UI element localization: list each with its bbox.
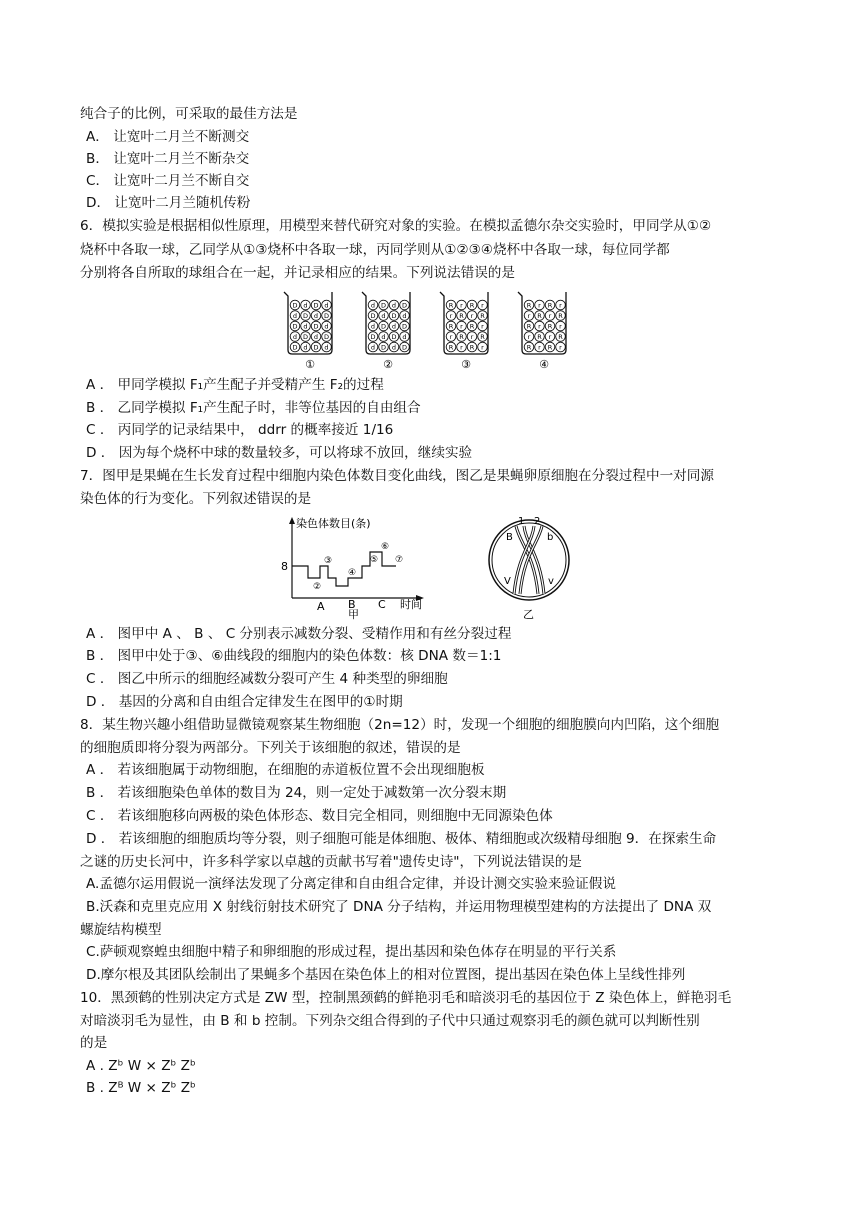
beaker-label: ③ <box>461 358 471 371</box>
mark-6: ⑥ <box>381 542 390 552</box>
beaker-3 <box>440 292 488 371</box>
ball-letter: r <box>470 312 474 321</box>
beaker-label: ① <box>305 358 315 371</box>
ball-letter: d <box>292 333 298 342</box>
ball-letter: D <box>391 312 397 321</box>
beakers-figure <box>280 288 570 372</box>
q10-stem-line2: 对暗淡羽毛为显性，由 B 和 b 控制。下列杂交组合得到的子代中只通过观察羽毛的颜色就可以判断性别 <box>80 1013 700 1029</box>
beaker-label: ④ <box>539 358 549 371</box>
ball-letter: d <box>313 333 319 342</box>
ball-letter: R <box>480 312 485 321</box>
beaker-4 <box>518 292 566 371</box>
ball-letter: D <box>313 343 319 352</box>
q7-option-a: A ． 图甲中 A 、 B 、 C 分别表示减数分裂、受精作用和有丝分裂过程 <box>86 626 512 642</box>
q8-option-c: C ． 若该细胞移向两极的染色体形态、数目完全相同，则细胞中无同源染色体 <box>86 808 553 824</box>
q10-stem-line1: 10．黑颈鹤的性别决定方式是 ZW 型，控制黑颈鹤的鲜艳羽毛和暗淡羽毛的基因位于 Z 染色体上，鲜艳羽毛 <box>80 990 732 1006</box>
ball-letter: d <box>324 343 329 352</box>
ball-letter: D <box>380 322 387 331</box>
ball-letter: d <box>324 301 329 310</box>
ball-letter: D <box>323 312 330 321</box>
ball-letter: R <box>448 301 454 310</box>
ball-letter: r <box>548 333 552 342</box>
q7-option-c: C ． 图乙中所示的细胞经减数分裂可产生 4 种类型的卵细胞 <box>86 671 448 687</box>
ball-letter: d <box>402 333 407 342</box>
ball-letter: D <box>380 343 387 352</box>
q5-option-b: B． 让宽叶二月兰不断杂交 <box>86 151 250 167</box>
ball-letter: D <box>302 333 309 342</box>
q5-option-a: A． 让宽叶二月兰不断测交 <box>86 129 250 145</box>
ball-letter: d <box>370 322 376 331</box>
ball-letter: D <box>313 301 319 310</box>
graph-ylabel: 染色体数目(条) <box>296 517 371 530</box>
ball-letter: R <box>526 322 532 331</box>
homologous-chromosome-cell <box>486 514 572 620</box>
stage-a: A <box>317 600 325 613</box>
ball-letter: r <box>470 333 474 342</box>
q7-option-b: B ． 图甲中处于③、⑥曲线段的细胞内的染色体数：核 DNA 数＝1:1 <box>86 648 502 664</box>
ball-letter: D <box>292 322 298 331</box>
ball-letter: r <box>449 333 453 342</box>
q5-option-d: D． 让宽叶二月兰随机传粉 <box>86 195 251 211</box>
graph-jia-label: 甲 <box>348 608 359 620</box>
ball-letter: d <box>324 322 329 331</box>
ball-letter: D <box>302 312 309 321</box>
cell-label-V: V <box>504 576 511 587</box>
graph-xlabel: 时间 <box>400 598 422 611</box>
beaker-2 <box>362 292 410 371</box>
ball-letter: R <box>547 322 553 331</box>
q7-stem-line1: 7．图甲是果蝇在生长发育过程中细胞内染色体数目变化曲线，图乙是果蝇卵原细胞在分裂过程中一对同源 <box>80 468 714 484</box>
ball-letter: r <box>460 322 463 331</box>
stage-b: B <box>348 598 356 611</box>
ball-letter: r <box>559 343 562 352</box>
q7-stem-line2: 染色体的行为变化。下列叙述错误的是 <box>80 491 312 507</box>
ball-letter: D <box>292 301 298 310</box>
cell-label-1: 1 <box>518 516 525 527</box>
mark-4: ④ <box>348 568 357 578</box>
ball-letter: r <box>481 301 484 310</box>
ball-letter: R <box>459 333 464 342</box>
ball-letter: R <box>537 312 542 321</box>
q6-option-b: B ． 乙同学模拟 F₁产生配子时，非等位基因的自由组合 <box>86 400 421 416</box>
q10-stem-line3: 的是 <box>80 1035 108 1051</box>
q7-option-d: D ． 基因的分离和自由组合定律发生在图甲的①时期 <box>86 694 403 710</box>
ball-letter: R <box>469 343 475 352</box>
q9-option-d: D.摩尔根及其团队绘制出了果蝇多个基因在染色体上的相对位置图，提出基因在染色体上呈线性排列 <box>86 967 686 983</box>
ball-letter: d <box>313 312 319 321</box>
q8-stem-line2: 的细胞质即将分裂为两部分。下列关于该细胞的叙述，错误的是 <box>80 740 461 756</box>
beaker-label: ② <box>383 358 393 371</box>
ball-letter: D <box>380 301 387 310</box>
ball-letter: R <box>547 301 553 310</box>
q8-option-d: D ． 若该细胞的细胞质均等分裂，则子细胞可能是体细胞、极体、精细胞或次级精母细胞 9．在探索生命 <box>86 831 717 847</box>
ball-letter: D <box>292 343 298 352</box>
ball-letter: d <box>303 343 308 352</box>
mark-3: ③ <box>324 556 333 566</box>
q10-option-a: A . Zᵇ W × Zᵇ Zᵇ <box>86 1058 196 1074</box>
q8-option-a: A ． 若该细胞属于动物细胞，在细胞的赤道板位置不会出现细胞板 <box>86 762 485 778</box>
ball-letter: r <box>538 322 541 331</box>
q6-option-c: C ． 丙同学的记录结果中， ddrr 的概率接近 1/16 <box>86 422 394 438</box>
ball-letter: r <box>527 333 531 342</box>
q5-stem-tail: 纯合子的比例，可采取的最佳方法是 <box>80 106 298 122</box>
cell-label-2: 2 <box>534 516 541 527</box>
ball-letter: R <box>459 312 464 321</box>
ball-letter: r <box>548 312 552 321</box>
ball-letter: d <box>303 301 308 310</box>
q10-option-b: B . Zᴮ W × Zᵇ Zᵇ <box>86 1080 196 1096</box>
ball-letter: d <box>391 301 397 310</box>
ball-letter: r <box>527 312 531 321</box>
ball-letter: R <box>526 343 532 352</box>
ball-letter: d <box>303 322 308 331</box>
ball-letter: d <box>402 312 407 321</box>
q9-stem: 之谜的历史长河中，许多科学家以卓越的贡献书写着"遗传史诗"，下列说法错误的是 <box>80 854 582 870</box>
q8-option-b: B ． 若该细胞染色单体的数目为 24，则一定处于减数第一次分裂末期 <box>86 785 507 801</box>
ball-letter: R <box>469 301 475 310</box>
ball-letter: r <box>481 343 484 352</box>
graph-y8-label: 8 <box>281 560 288 573</box>
ball-letter: r <box>559 322 562 331</box>
ball-letter: r <box>460 343 463 352</box>
q9-option-c: C.萨顿观察蝗虫细胞中精子和卵细胞的形成过程，提出基因和染色体存在明显的平行关系 <box>86 944 617 960</box>
ball-letter: D <box>401 343 408 352</box>
ball-letter: d <box>292 312 298 321</box>
ball-letter: R <box>469 322 475 331</box>
beaker-1 <box>284 292 332 371</box>
ball-letter: D <box>323 333 330 342</box>
ball-letter: D <box>401 301 408 310</box>
ball-letter: R <box>480 333 485 342</box>
ball-letter: r <box>460 301 463 310</box>
ball-letter: R <box>558 312 563 321</box>
ball-letter: D <box>401 322 408 331</box>
ball-letter: D <box>370 333 376 342</box>
ball-letter: d <box>381 333 386 342</box>
ball-letter: d <box>370 343 376 352</box>
ball-letter: R <box>448 322 454 331</box>
q6-stem-line2: 烧杯中各取一球，乙同学从①③烧杯中各取一球，丙同学则从①②③④烧杯中各取一球，每位同学都 <box>80 242 670 258</box>
ball-letter: D <box>391 333 397 342</box>
mark-5: ⑤ <box>370 555 379 565</box>
cell-label-b: b <box>547 532 554 543</box>
q6-stem-line1: 6．模拟实验是根据相似性原理，用模型来替代研究对象的实验。在模拟孟德尔杂交实验时，甲同学从①② <box>80 218 712 234</box>
q6-stem-line3: 分别将各自所取的球组合在一起，并记录相应的结果。下列说法错误的是 <box>80 265 515 281</box>
chromosome-count-graph <box>278 514 438 620</box>
ball-letter: R <box>547 343 553 352</box>
ball-letter: R <box>558 333 563 342</box>
mark-2: ② <box>313 582 322 592</box>
q9-option-a: A.孟德尔运用假说一演绎法发现了分离定律和自由组合定律，并设计测交实验来验证假说 <box>86 876 616 892</box>
ball-letter: r <box>449 312 453 321</box>
ball-letter: R <box>526 301 532 310</box>
ball-letter: d <box>391 322 397 331</box>
ball-letter: R <box>537 333 542 342</box>
ball-letter: d <box>370 301 376 310</box>
cell-label-v: v <box>548 576 554 587</box>
ball-letter: r <box>481 322 484 331</box>
ball-letter: R <box>448 343 454 352</box>
stage-c: C <box>378 598 386 611</box>
ball-letter: d <box>381 312 386 321</box>
q6-option-a: A ． 甲同学模拟 F₁产生配子并受精产生 F₂的过程 <box>86 377 384 393</box>
ball-letter: r <box>559 301 562 310</box>
q8-stem-line1: 8．某生物兴趣小组借助显微镜观察某生物细胞（2n=12）时，发现一个细胞的细胞膜向内凹陷，这个细胞 <box>80 717 720 733</box>
ball-letter: D <box>313 322 319 331</box>
q9-option-b-line1: B.沃森和克里克应用 X 射线衍射技术研究了 DNA 分子结构，并运用物理模型建构的方法提出了 DNA 双 <box>86 899 712 915</box>
ball-letter: D <box>370 312 376 321</box>
q9-option-b-line2: 螺旋结构模型 <box>80 922 162 938</box>
cell-yi-label: 乙 <box>523 608 534 620</box>
ball-letter: d <box>391 343 397 352</box>
ball-letter: r <box>538 343 541 352</box>
ball-letter: r <box>538 301 541 310</box>
cell-label-B: B <box>506 532 513 543</box>
q6-option-d: D ． 因为每个烧杯中球的数量较多，可以将球不放回，继续实验 <box>86 445 473 461</box>
q5-option-c: C． 让宽叶二月兰不断自交 <box>86 173 250 189</box>
mark-7: ⑦ <box>395 555 404 565</box>
